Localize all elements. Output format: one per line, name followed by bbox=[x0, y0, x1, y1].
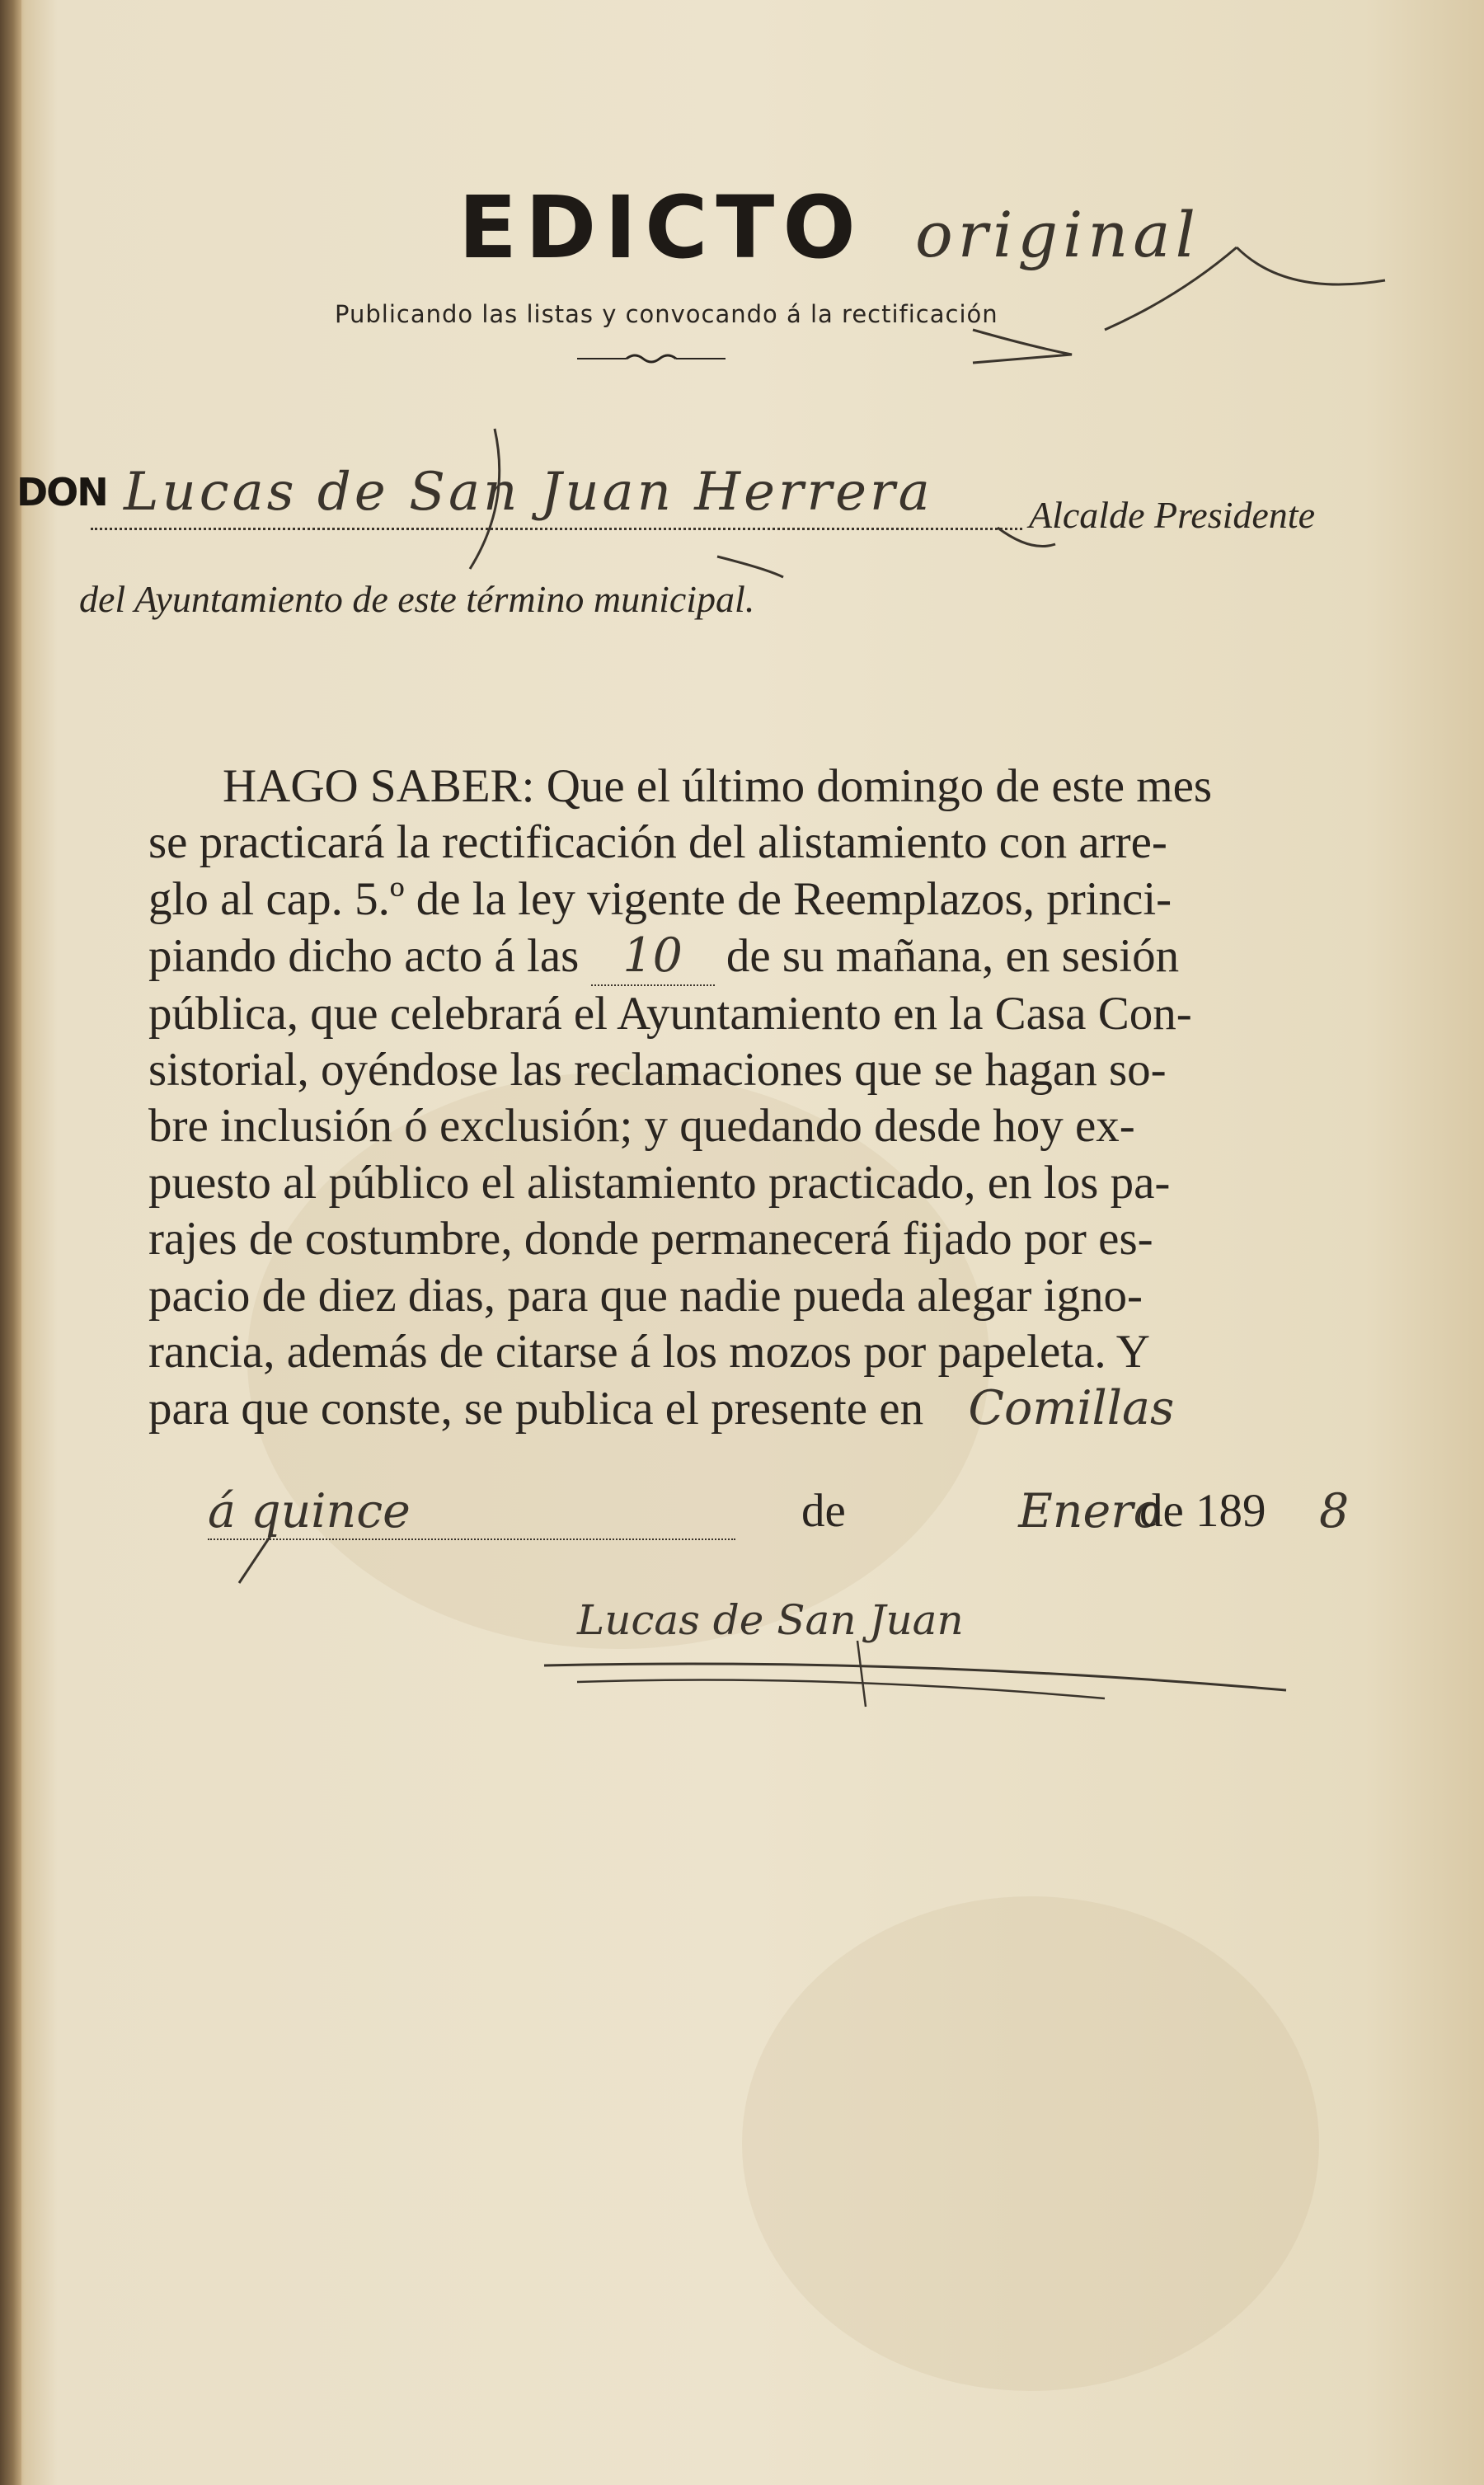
body-line: glo al cap. 5.º de la ley vigente de Reemplazos, princi- bbox=[148, 872, 1172, 925]
handwritten-year-digit: 8 bbox=[1319, 1484, 1350, 1538]
name-dotted-line bbox=[91, 528, 1022, 530]
pen-stroke bbox=[973, 330, 1072, 363]
handwritten-hour: 10 bbox=[591, 928, 715, 985]
divider-ornament bbox=[577, 346, 726, 371]
handwritten-month: Enero bbox=[1018, 1484, 1162, 1538]
pen-stroke bbox=[717, 557, 783, 577]
document-subtitle: Publicando las listas y convocando á la rectificación bbox=[335, 300, 998, 328]
edict-body bbox=[148, 759, 1360, 1438]
handwritten-day: á quince bbox=[208, 1484, 735, 1540]
body-line-place: para que conste, se publica el presente en Comillas bbox=[148, 1381, 1175, 1436]
handwritten-mayor-name: Lucas de San Juan Herrera bbox=[124, 462, 933, 523]
mayor-title: Alcalde Presidente bbox=[1029, 494, 1315, 536]
body-line: rajes de costumbre, donde permanecerá fijado por es- bbox=[148, 1213, 1153, 1266]
handwritten-original-note: original bbox=[915, 198, 1200, 271]
pen-stroke bbox=[1237, 247, 1385, 284]
date-de-2: de 189 bbox=[1139, 1485, 1266, 1537]
body-line-hour: piando dicho acto á las 10 de su mañana, en sesión bbox=[148, 928, 1360, 985]
date-line bbox=[191, 1484, 1378, 1542]
handwritten-place: Comillas bbox=[968, 1381, 1175, 1436]
body-line: HAGO SABER: Que el último domingo de este mes bbox=[223, 760, 1213, 812]
mayor-signature: Lucas de San Juan bbox=[577, 1596, 964, 1644]
body-line: pública, que celebrará el Ayuntamiento en la Casa Con- bbox=[148, 987, 1192, 1040]
date-de-1: de bbox=[801, 1485, 846, 1537]
body-line: sistorial, oyéndose las reclamaciones que se hagan so- bbox=[148, 1044, 1167, 1097]
body-line: puesto al público el alistamiento practicado, en los pa- bbox=[148, 1156, 1171, 1209]
body-line: se practicará la rectificación del alistamiento con arre- bbox=[148, 816, 1167, 869]
ayuntamiento-line: del Ayuntamiento de este término municipal. bbox=[79, 578, 755, 620]
document-title: EDICTO bbox=[458, 177, 864, 278]
don-label: DON bbox=[16, 470, 107, 514]
body-line: rancia, además de citarse á los mozos por papeleta. Y bbox=[148, 1326, 1150, 1379]
body-line: pacio de diez dias, para que nadie pueda alegar igno- bbox=[148, 1269, 1143, 1322]
body-line: bre inclusión ó exclusión; y quedando desde hoy ex- bbox=[148, 1100, 1135, 1153]
book-binding-edge bbox=[0, 0, 21, 2485]
paper-stain bbox=[742, 1896, 1319, 2391]
